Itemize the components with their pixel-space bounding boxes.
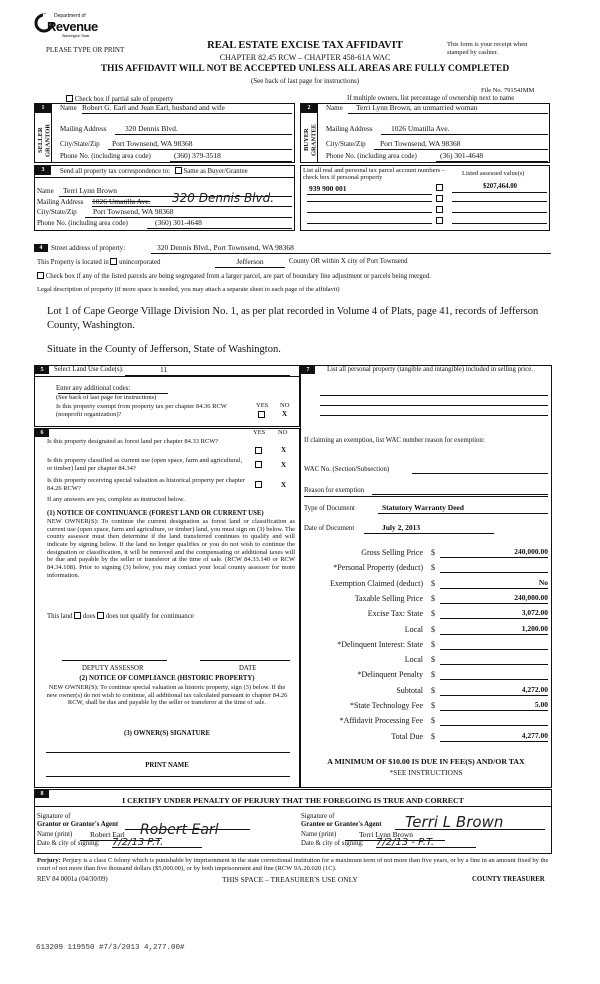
tax-row xyxy=(300,579,552,591)
tax-row xyxy=(300,670,552,682)
historic-no-mark[interactable]: X xyxy=(281,481,287,489)
grantor-date-city-label: Date & city of signing: xyxy=(37,840,100,847)
parcel-4-value-line xyxy=(452,223,547,224)
additional-codes-label: Enter any additional codes: xyxy=(56,385,131,392)
tax-row-value[interactable]: 1,200.00 xyxy=(440,625,548,635)
tax-row-value[interactable] xyxy=(440,655,548,665)
exempt-no-header: NO xyxy=(280,402,290,409)
forest-yes-checkbox[interactable] xyxy=(255,447,262,454)
perjury-notice xyxy=(37,857,552,873)
section-8-number: 8 xyxy=(35,790,49,798)
parcel-4-number[interactable] xyxy=(307,223,432,224)
doc-type-label: Type of Document xyxy=(304,505,355,512)
corr-city-row xyxy=(37,208,292,216)
does-checkbox[interactable] xyxy=(74,612,81,619)
grantee-print-field[interactable]: Terri Lynn Brown xyxy=(345,831,445,841)
seller-city-label: City/State/Zip xyxy=(60,140,100,148)
form-warning: THIS AFFIDAVIT WILL NOT BE ACCEPTED UNLESS ALL AREAS ARE FULLY COMPLETED xyxy=(100,64,510,74)
seller-phone-row xyxy=(60,152,292,160)
perjury-label: Perjury: xyxy=(37,857,61,864)
section-1-number: 1 xyxy=(35,104,51,113)
doc-date-field[interactable]: July 2, 2013 xyxy=(364,524,494,534)
seller-name-field[interactable]: Robert G. Earl and Jean Earl, husband and wife xyxy=(82,104,292,114)
dollar-sign: $ xyxy=(431,716,435,725)
buyer-city-row xyxy=(326,140,548,148)
corr-phone-field[interactable]: (360) 301-4648 xyxy=(147,219,292,229)
grantor-print-label: Name (print) xyxy=(37,831,73,838)
corr-mailing-struck: 1026 Umatilla Ave. xyxy=(92,197,151,206)
print-name-label: PRINT NAME xyxy=(145,762,189,769)
corr-name-label: Name xyxy=(37,187,54,195)
treasurer-space-label: THIS SPACE – TREASURER'S USE ONLY xyxy=(222,875,358,884)
owner-signature-line[interactable] xyxy=(46,752,290,753)
dor-logo xyxy=(34,12,98,42)
file-number: File No. 79154JMM xyxy=(481,87,535,94)
tax-row-label: Taxable Selling Price xyxy=(354,594,423,603)
doc-date-label: Date of Document xyxy=(304,525,355,532)
tax-row-label: Local xyxy=(404,625,423,634)
parcels-value-heading: Listed assessed value(s) xyxy=(462,170,525,177)
seller-side-label: SELLER GRANTOR xyxy=(37,123,52,157)
grantee-sig-label: Signature of xyxy=(301,813,335,820)
parcel-1-value: $207,464.00 xyxy=(483,183,517,190)
parcel-2-value-line xyxy=(452,201,547,202)
section-4-number: 4 xyxy=(34,244,48,252)
tax-row-label: Exemption Claimed (deduct) xyxy=(330,579,423,588)
parcel-3-checkbox[interactable] xyxy=(436,206,443,213)
seller-mailing-label: Mailing Address xyxy=(60,125,107,133)
tax-row xyxy=(300,686,552,698)
grantee-signature: Terri L Brown xyxy=(405,813,504,831)
dollar-sign: $ xyxy=(431,609,435,618)
tax-row-label: Total Due xyxy=(391,732,423,741)
tax-row-label: Local xyxy=(404,655,423,664)
dollar-sign: $ xyxy=(431,655,435,664)
forest-no-mark[interactable]: X xyxy=(281,446,287,454)
print-note: PLEASE TYPE OR PRINT xyxy=(46,46,125,54)
seller-phone-label: Phone No. (including area code) xyxy=(60,152,151,160)
deputy-date-label: DATE xyxy=(239,665,257,672)
owner-signature-label: (3) OWNER(S) SIGNATURE xyxy=(124,730,210,737)
tax-row xyxy=(300,548,552,560)
dollar-sign: $ xyxy=(431,686,435,695)
legal-description-label: Legal description of property (if more space is needed, you may attach a separate sheet to each page of the affidavit) xyxy=(37,286,340,293)
tax-row-value[interactable] xyxy=(440,640,548,650)
logo-big-text: Revenue xyxy=(47,19,98,34)
dollar-sign: $ xyxy=(431,594,435,603)
tax-row-value[interactable]: 5.00 xyxy=(440,701,548,711)
dollar-sign: $ xyxy=(431,640,435,649)
buyer-mailing-label: Mailing Address xyxy=(326,125,373,133)
corr-city-label: City/State/Zip xyxy=(37,208,77,216)
buyer-phone-field[interactable]: (36) 301-4648 xyxy=(436,152,548,162)
certify-statement: I CERTIFY UNDER PENALTY OF PERJURY THAT THE FOREGOING IS TRUE AND CORRECT xyxy=(122,796,464,805)
tax-row xyxy=(300,655,552,667)
land-use-see-back: (See back of last page for instructions) xyxy=(56,394,157,401)
partial-sale-checkbox[interactable] xyxy=(66,95,73,102)
does-not-label: does not qualify for continuance xyxy=(105,613,194,620)
same-as-buyer-checkbox[interactable] xyxy=(175,167,182,174)
buyer-name-field[interactable]: Terri Lynn Brown, an unmarried woman xyxy=(348,104,548,114)
dollar-sign: $ xyxy=(431,732,435,741)
personal-property-line-2[interactable] xyxy=(320,405,548,406)
personal-property-label: List all personal property (tangible and intangible) included in selling price. xyxy=(327,366,533,373)
street-address-row xyxy=(51,244,551,252)
tax-row-label: Excise Tax: State xyxy=(367,609,423,618)
dollar-sign: $ xyxy=(431,701,435,710)
tax-row-value[interactable] xyxy=(440,670,548,680)
does-not-checkbox[interactable] xyxy=(97,612,104,619)
section-5-number: 5 xyxy=(35,366,49,374)
exempt-no-mark[interactable]: X xyxy=(282,410,288,418)
tax-row xyxy=(300,732,552,744)
deputy-sig-line[interactable] xyxy=(62,660,167,661)
tax-row-value[interactable]: 240,000.00 xyxy=(440,594,548,604)
buyer-city-label: City/State/Zip xyxy=(326,140,366,148)
dollar-sign: $ xyxy=(431,579,435,588)
land-use-code-field[interactable]: 11 xyxy=(125,366,290,376)
dollar-sign: $ xyxy=(431,670,435,679)
parcel-1-checkbox[interactable] xyxy=(436,184,443,191)
buyer-mailing-field[interactable]: 1026 Umatilla Ave. xyxy=(381,125,548,135)
reason-label: Reason for exemption xyxy=(304,487,365,494)
partial-sale-label: Check box if partial sale of property xyxy=(74,96,174,103)
receipt-note: This form is your receipt when stamped by cashier. xyxy=(447,41,528,56)
does-label: does xyxy=(82,613,96,620)
parcel-2-number[interactable] xyxy=(307,201,432,202)
corr-city-field[interactable]: Port Townsend, WA 98368 xyxy=(85,208,292,218)
multiple-owners-note: If multiple owners, list percentage of ownership next to name xyxy=(347,95,515,102)
correspondence-heading-row xyxy=(60,167,248,176)
tax-row-value[interactable]: 3,072.00 xyxy=(440,609,548,619)
historic-yes-checkbox[interactable] xyxy=(255,481,262,488)
exemption-question: If claiming an exemption, list WAC number reason for exemption: xyxy=(304,437,485,444)
parcels-heading: List all real and personal tax parcel account numbers – check box if personal property xyxy=(303,167,446,182)
tax-row-label: *Affidavit Processing Fee xyxy=(339,716,423,725)
seller-mailing-field[interactable]: 320 Dennis Blvd. xyxy=(115,125,292,135)
personal-property-line-1[interactable] xyxy=(320,395,548,396)
corr-mailing-field[interactable] xyxy=(92,191,292,207)
parcel-1-value-line xyxy=(452,192,547,193)
seller-city-row xyxy=(60,140,292,148)
qualify-row xyxy=(47,612,194,621)
notice-continuance-text: NEW OWNER(S): To continue the current designation as forest land or classification as current use (open space, farm and agriculture, or timber) land, you must sign on (3) below. The county assessor must then determine if the land transferred continues to qualify and will indicate by signing below. If the land no longer qualifies or you do not wish to continue the designation or classification, it will be removed and the compensating or additional taxes will be due and payable by the seller or transferor at the time of sale. (RCW 84.33.140 or RCW 84.34.108). Prior to signing (3) below, you may contact your local county assessor for more information. xyxy=(47,518,295,579)
seller-phone-field[interactable]: (360) 379-3518 xyxy=(170,152,292,162)
grantor-date-city-field[interactable]: 7/2/13 P.T. xyxy=(112,838,202,848)
section-7-number: 7 xyxy=(301,366,315,374)
grantee-agent-label: Grantee or Grantee's Agent xyxy=(301,821,382,828)
section-2-number: 2 xyxy=(301,104,317,113)
seller-name-label: Name xyxy=(60,104,77,112)
seller-city-field[interactable]: Port Townsend, WA 98368 xyxy=(108,140,292,150)
tax-row xyxy=(300,716,552,728)
deputy-date-line[interactable] xyxy=(200,660,290,661)
exempt-question: Is this property exempt from property tax per chapter 84.36 RCW (nonprofit organization)? xyxy=(56,403,227,418)
tax-row-label: *State Technology Fee xyxy=(349,701,423,710)
notice-compliance-title: (2) NOTICE OF COMPLIANCE (HISTORIC PROPERTY) xyxy=(79,675,255,682)
tax-row-value[interactable]: 4,272.00 xyxy=(440,686,548,696)
buyer-phone-row xyxy=(326,152,548,160)
buyer-city-field[interactable]: Port Townsend, WA 98368 xyxy=(374,140,548,150)
parcel-3-value-line xyxy=(452,212,547,213)
personal-property-line-3[interactable] xyxy=(320,415,548,416)
current-use-yes-checkbox[interactable] xyxy=(255,461,262,468)
this-land-label: This land xyxy=(47,613,73,620)
minimum-due-note: A MINIMUM OF $10.00 IS DUE IN FEE(S) AND/OR TAX xyxy=(327,757,525,766)
answers-note: If any answers are yes, complete as instructed below. xyxy=(47,496,185,503)
exempt-yes-checkbox[interactable] xyxy=(258,411,265,418)
buyer-phone-label: Phone No. (including area code) xyxy=(326,152,417,160)
land-use-label: Select Land Use Code(s): xyxy=(54,366,124,373)
grantee-date-city-field[interactable]: 7/2/13 - P.T. xyxy=(376,838,476,848)
county-or-city-text: County OR within X city of Port Townsend xyxy=(289,258,408,265)
tax-row-value[interactable]: 240,000.00 xyxy=(440,548,548,558)
deputy-assessor-label: DEPUTY ASSESSOR xyxy=(82,665,144,672)
doc-type-field[interactable]: Statutory Warranty Deed xyxy=(378,504,548,514)
segregated-row xyxy=(37,272,552,281)
wac-field[interactable] xyxy=(412,466,548,474)
notice-compliance-text: NEW OWNER(S): To continue special valuation as historic property, sign (3) below. If the new owner(s) do not wish to continue, all additional tax calculated pursuant to chapter 84.26 RCW, shall be due and payable by the seller or transferor at the time of sale. xyxy=(46,684,288,707)
historic-question: Is this property receiving special valuation as historical property per chapter 84.26 RCW? xyxy=(47,477,245,492)
tax-row-value[interactable]: 4,277.00 xyxy=(440,732,548,742)
corr-phone-label: Phone No. (including area code) xyxy=(37,219,128,227)
dollar-sign: $ xyxy=(431,625,435,634)
legal-description-text: Lot 1 of Cape George Village Division No. 1, as per plat recorded in Volume 4 of Plats, page 41, records of Jefferson County, Washington. xyxy=(47,306,539,331)
print-name-line[interactable] xyxy=(46,776,290,777)
corr-mailing-label: Mailing Address xyxy=(37,198,84,206)
county-treasurer-label: COUNTY TREASURER xyxy=(472,876,545,883)
buyer-mailing-row xyxy=(326,125,548,133)
cashier-stamp: 613209 119550 #7/3/2013 4,277.00# xyxy=(36,944,185,952)
see-instructions-note: *SEE INSTRUCTIONS xyxy=(389,768,463,777)
tax-row xyxy=(300,594,552,606)
wac-label: WAC No. (Section/Subsection) xyxy=(304,466,390,473)
buyer-name-label: Name xyxy=(326,104,343,112)
grantee-date-city-label: Date & city of signing: xyxy=(301,840,364,847)
reason-field-2[interactable] xyxy=(304,496,548,497)
grantor-sig-label: Signature of xyxy=(37,813,71,820)
seller-name-row xyxy=(60,104,292,112)
tax-row xyxy=(300,640,552,652)
section-6-number: 6 xyxy=(35,429,49,437)
buyer-side-label: BUYER GRANTEE xyxy=(303,123,318,157)
tax-row-label: *Delinquent Penalty xyxy=(357,670,423,679)
legal-description-situate: Situate in the County of Jefferson, State of Washington. xyxy=(47,344,281,355)
street-address-field[interactable]: 320 Dennis Blvd., Port Townsend, WA 98368 xyxy=(151,244,551,254)
section-3-number: 3 xyxy=(35,166,51,175)
form-chapter: CHAPTER 82.45 RCW – CHAPTER 458-61A WAC xyxy=(219,53,391,62)
unincorporated-label: unincorporated xyxy=(119,259,161,266)
s6-no-header: NO xyxy=(278,429,288,436)
located-prefix: This Property is located in xyxy=(37,259,109,266)
correspondence-heading: Send all property tax correspondence to: xyxy=(60,168,171,175)
tax-row xyxy=(300,609,552,621)
notice-continuance-title: (1) NOTICE OF CONTINUANCE (FOREST LAND OR CURRENT USE) xyxy=(47,510,264,517)
current-use-question: Is this property classified as current use (open space, farm and agricultural, or timber) land per chapter 84.34? xyxy=(47,457,243,472)
tax-row xyxy=(300,625,552,637)
located-row xyxy=(37,258,547,267)
see-back-note: (See back of last page for instructions) xyxy=(250,77,360,85)
segregated-checkbox[interactable] xyxy=(37,272,44,279)
logo-small-text: Department of xyxy=(54,13,86,19)
dollar-sign: $ xyxy=(431,548,435,557)
buyer-name-row xyxy=(326,104,548,112)
tax-row-label: Gross Selling Price xyxy=(361,548,423,557)
dollar-sign: $ xyxy=(431,563,435,572)
parcel-4-checkbox[interactable] xyxy=(436,217,443,224)
tax-row xyxy=(300,701,552,713)
street-address-label: Street address of property: xyxy=(51,244,126,252)
tax-row-label: *Delinquent Interest: State xyxy=(337,640,423,649)
perjury-text: Perjury is a class C felony which is punishable by imprisonment in the state correctional institution for a maximum term of not more than five years, or by a fine in an amount fixed by the court of not more than five thousand dollars ($5,000.00), or by both imprisonment and fine (RCW 9A.20.020 (1C). xyxy=(37,857,549,872)
grantee-print-label: Name (print) xyxy=(301,831,337,838)
tax-row-value[interactable]: No xyxy=(440,579,548,589)
corr-name-field[interactable]: Terri Lynn Brown xyxy=(59,187,292,197)
tax-row xyxy=(300,563,552,575)
same-as-buyer-label: Same as Buyer/Grantee xyxy=(183,168,248,175)
tax-row-label: Subtotal xyxy=(396,686,423,695)
parcel-3-number[interactable] xyxy=(307,212,432,213)
county-field[interactable]: Jefferson xyxy=(215,258,285,268)
current-use-no-mark[interactable]: X xyxy=(281,461,287,469)
form-revision: REV 84 0001a (04/30/09) xyxy=(37,876,108,883)
parcel-1-number[interactable]: 939 900 001 xyxy=(307,185,432,195)
grantor-agent-label: Grantor or Grantor's Agent xyxy=(37,821,119,828)
grantor-print-field[interactable]: Robert Earl xyxy=(80,831,160,841)
segregated-label: Check box if any of the listed parcels are being segregated from a larger parcel, are part of boundary line adjustment or parcels being merged. xyxy=(45,273,431,280)
reason-field[interactable] xyxy=(372,487,548,495)
grantor-signature: Robert Earl xyxy=(140,822,219,838)
seller-mailing-row xyxy=(60,125,292,133)
forest-land-question: Is this property designated as forest land per chapter 84.33 RCW? xyxy=(47,438,219,445)
tax-row-value[interactable] xyxy=(440,563,548,573)
s6-yes-header: YES xyxy=(253,429,266,436)
unincorporated-checkbox[interactable] xyxy=(110,258,117,265)
corr-mailing-handwritten: 320 Dennis Blvd. xyxy=(172,191,275,205)
form-title: REAL ESTATE EXCISE TAX AFFIDAVIT xyxy=(207,40,403,51)
exempt-yes-header: YES xyxy=(256,402,269,409)
tax-row-label: *Personal Property (deduct) xyxy=(333,563,423,572)
parcel-2-checkbox[interactable] xyxy=(436,195,443,202)
corr-phone-row xyxy=(37,219,292,227)
tax-row-value[interactable] xyxy=(440,716,548,726)
logo-state-text: Washington State xyxy=(62,34,90,38)
